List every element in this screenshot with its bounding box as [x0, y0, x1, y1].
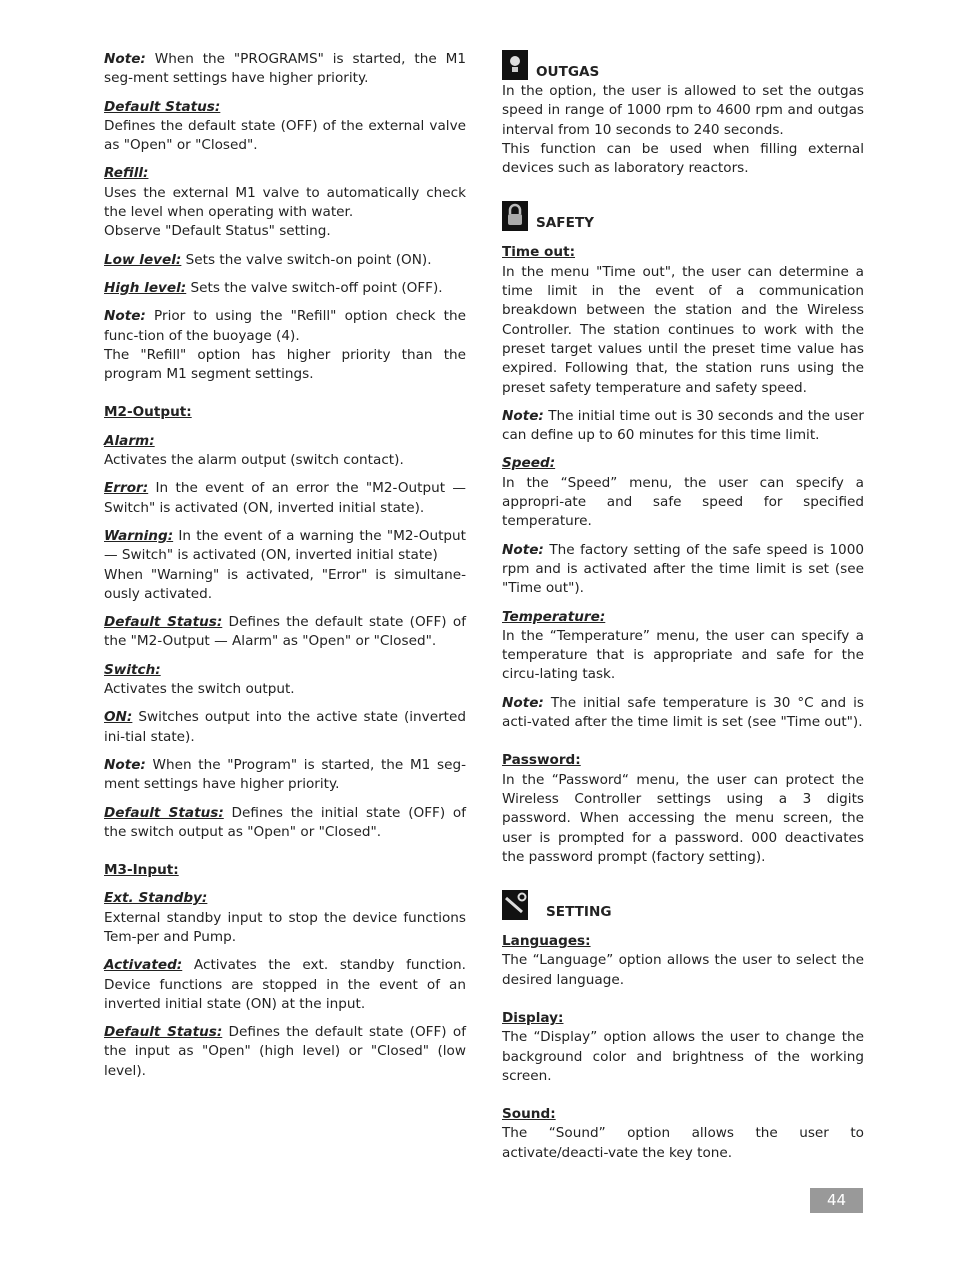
wrench-icon — [502, 890, 528, 920]
outgas-text-2: This function can be used when filling external devices such as laboratory reactors. — [502, 140, 864, 177]
note-speed: Note: The factory setting of the safe speed is 1000 rpm and is activated after the time limit is set (see "Time out"). — [502, 541, 864, 597]
note-temperature: Note: The initial safe temperature is 30 °C and is acti-vated after the time limit is set (see "Time out"). — [502, 694, 864, 731]
refill-section: Refill: Uses the external M1 valve to automatically check the level when operating with water. Observe "Default Status" setting. — [104, 165, 466, 240]
speed-section: Speed: In the “Speed” menu, the user can specify a appropri-ate and safe speed for specified temperature. — [502, 455, 864, 530]
note-programs: Note: When the "PROGRAMS" is started, the M1 seg-ment settings have higher priority. — [104, 51, 466, 87]
outgas-icon — [502, 50, 528, 80]
default-status-alarm: Default Status: Defines the default state (OFF) of the "M2-Output — Alarm" as "Open" or "Closed". — [104, 614, 466, 650]
languages-section: Languages: The “Language” option allows the user to select the desired language. — [502, 933, 864, 988]
switch-section: Switch: Activates the switch output. — [104, 661, 295, 698]
default-status-input: Default Status: Defines the default state (OFF) of the input as "Open" (high level) or "Closed" (low level). — [104, 1024, 466, 1079]
warning-section: Warning: In the event of a warning the "M2-Output — Switch" is activated (ON, inverted initial state) When "Warning" is activated, "Error" is simultane-ously activated. — [104, 527, 466, 602]
ext-standby-section: Ext. Standby: External standby input to stop the device functions Tem-per and Pump. — [104, 890, 466, 945]
display-section: Display: The “Display” option allows the user to change the background color and brightness of the working screen. — [502, 1009, 864, 1084]
m2-output-heading: M2-Output: — [104, 404, 192, 421]
page-number: 44 — [810, 1188, 863, 1213]
temperature-section: Temperature: In the “Temperature” menu, the user can specify a temperature that is appropriate and safe for the circu-lating task. — [502, 608, 864, 683]
outgas-heading: OUTGAS — [502, 50, 864, 80]
alarm-section: Alarm: Activates the alarm output (switch contact). — [104, 432, 404, 469]
right-column — [502, 50, 864, 1172]
outgas-text-1: In the option, the user is allowed to set the outgas speed in range of 1000 rpm to 4600 rpm and outgas interval from 10 seconds to 240 seconds. — [502, 83, 864, 138]
password-section: Password: In the “Password“ menu, the user can protect the Wireless Controller settings using a 3 digits password. When accessing the menu screen, the user is prompted for a password. 000 deactivates the password prompt (factory setting). — [502, 752, 864, 865]
m3-input-heading: M3-Input: — [104, 862, 179, 879]
error-section: Error: In the event of an error the "M2-Output — Switch" is activated (ON, inverted initial state). — [104, 480, 466, 516]
high-level: High level: Sets the valve switch-off point (OFF). — [104, 279, 443, 296]
note-time-out: Note: The initial time out is 30 seconds and the user can define up to 60 minutes for this time limit. — [502, 407, 864, 444]
default-status-switch: Default Status: Defines the initial state (OFF) of the switch output as "Open" or "Closed". — [104, 804, 467, 840]
low-level: Low level: Sets the valve switch-on point (ON). — [104, 251, 432, 268]
default-status-valve: Default Status: Defines the default state (OFF) of the external valve as "Open" or "Closed". — [104, 98, 466, 154]
lock-icon — [502, 201, 528, 231]
note-refill: Note: Prior to using the "Refill" option check the func-tion of the buoyage (4). The "Refill" option has higher priority than the program M1 segment settings. — [104, 308, 466, 383]
note-program: Note: When the "Program" is started, the M1 seg-ment settings have higher priority. — [104, 756, 466, 793]
on-section: ON: Switches output into the active state (inverted ini-tial state). — [104, 709, 466, 745]
safety-heading: SAFETY — [502, 201, 864, 231]
activated-section: Activated: Activates the ext. standby function. Device functions are stopped in the event of an inverted initial state (ON) at the input. — [104, 957, 466, 1012]
sound-section: Sound: The “Sound” option allows the user to activate/deacti-vate the key tone. — [502, 1106, 864, 1161]
time-out-section: Time out: In the menu "Time out", the user can determine a time limit in the event of a communication breakdown between the station and the Wireless Controller. The station continues to work with the preset target values until the preset time value has expired. Following that, the station runs using the preset safety temperature and safety speed. — [502, 244, 864, 396]
setting-heading: SETTING — [502, 890, 864, 920]
left-column — [104, 50, 466, 1090]
